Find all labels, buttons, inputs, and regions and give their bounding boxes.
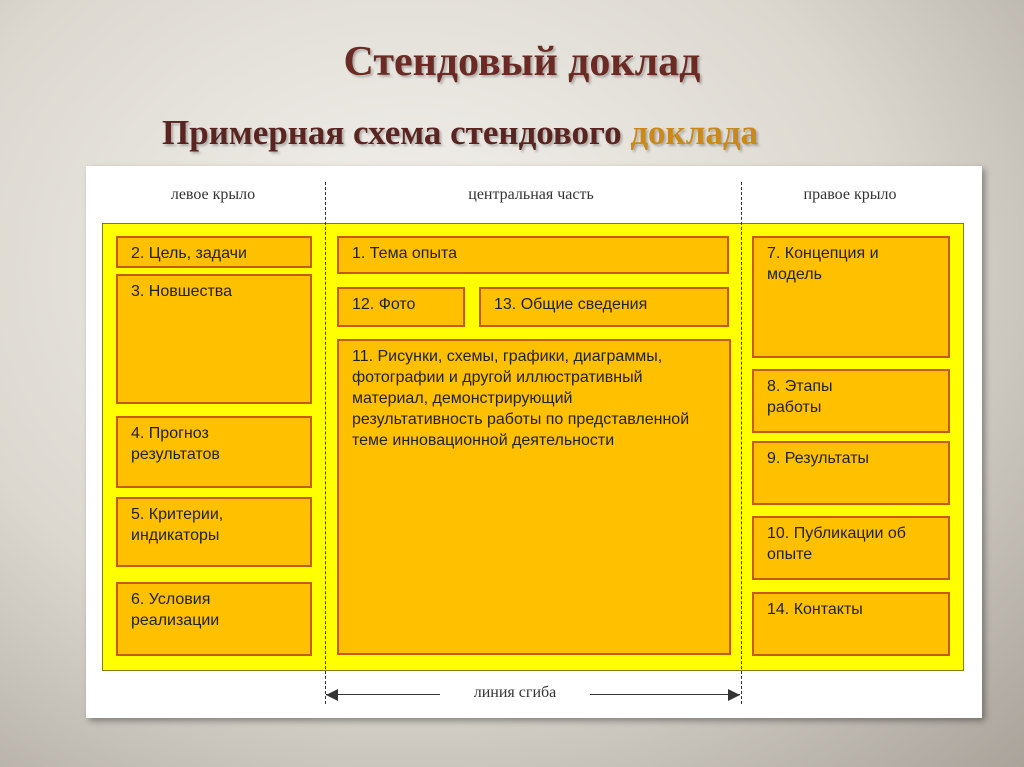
- box-conditions: 6. Условия реализации: [116, 582, 312, 656]
- box-topic: 1. Тема опыта: [337, 236, 729, 274]
- page-subtitle: [162, 113, 758, 153]
- fold-line-left: [325, 182, 326, 704]
- box-goal-tasks: 2. Цель, задачи: [116, 236, 312, 268]
- box-stages: 8. Этапы работы: [752, 369, 950, 433]
- box-results: 9. Результаты: [752, 441, 950, 505]
- box-forecast: 4. Прогноз результатов: [116, 416, 312, 488]
- page-title: Стендовый доклад: [343, 39, 701, 85]
- fold-line-right: [741, 182, 742, 704]
- box-publications: 10. Публикации об опыте: [752, 516, 950, 580]
- box-criteria: 5. Критерии, индикаторы: [116, 497, 312, 567]
- box-illustrations: 11. Рисунки, схемы, графики, диаграммы, фотографии и другой иллюстративный материал, демонстрирующий результативность работы по представленной теме инновационной деятельности: [337, 339, 731, 655]
- box-contacts: 14. Контакты: [752, 592, 950, 656]
- box-innovations: 3. Новшества: [116, 274, 312, 404]
- column-header-left: левое крыло: [170, 186, 256, 203]
- box-general-info: 13. Общие сведения: [479, 287, 729, 327]
- subtitle-accent: доклада: [630, 113, 759, 152]
- column-header-center: центральная часть: [468, 186, 594, 203]
- fold-label: линия сгиба: [440, 684, 590, 702]
- box-concept-model: 7. Концепция и модель: [752, 236, 950, 358]
- box-photo: 12. Фото: [337, 287, 465, 327]
- subtitle-main: Примерная схема стендового: [162, 113, 622, 152]
- column-header-right: правое крыло: [803, 186, 897, 203]
- arrow-right-icon: [728, 689, 740, 701]
- arrow-left-icon: [326, 689, 338, 701]
